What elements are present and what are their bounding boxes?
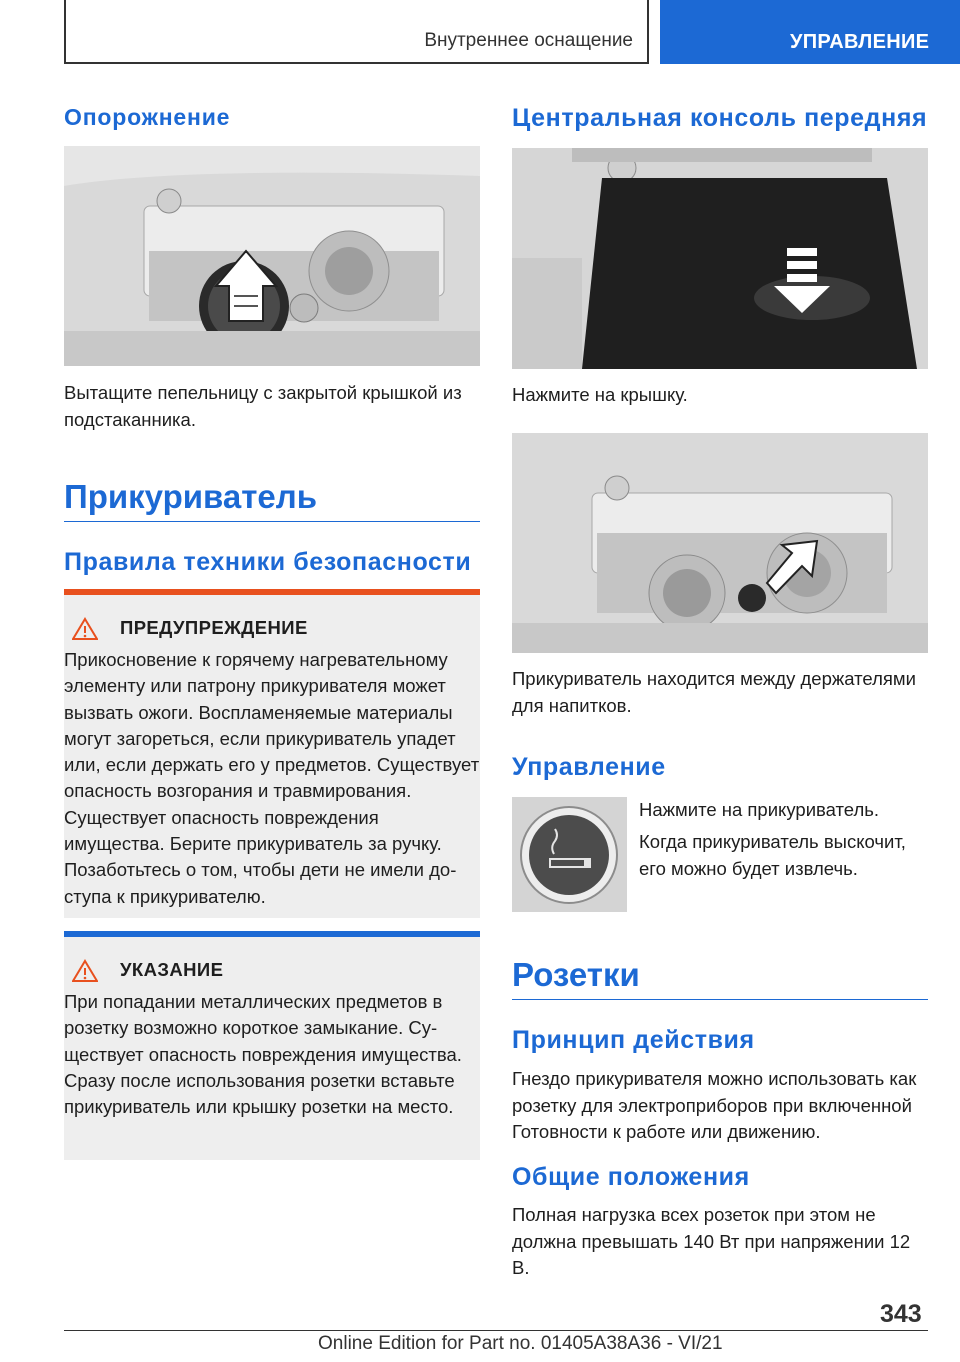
header-chapter-tab[interactable] (660, 0, 960, 64)
warning-text: Прикосновение к горячему нагревательному элементу или патрону прикуривателя может вызвать ожоги. Воспламеняемые материалы могут загореться, если прикуриватель упадет или, если держать его у предметов. Существует опасность возгорания и травмирования. Существует опасность повреждения имущества. Берите прикуриватель за ручку. Позаботьтесь о том, чтобы дети не имели доступа к прикуривателю. (64, 649, 480, 907)
emptying-heading: Опорожнение (64, 104, 231, 130)
notice-triangle-icon (72, 959, 98, 988)
warning-box (64, 589, 480, 918)
lighter-heading: Прикуриватель (64, 478, 318, 515)
ashtray-illustration (64, 146, 480, 366)
emptying-text: Вытащите пепельницу с закрытой крышкой из подстаканника. (64, 382, 462, 430)
sockets-heading: Розетки (512, 956, 640, 993)
lighter-location-photo (512, 433, 928, 653)
general-text: Полная нагрузка всех розеток при этом не должна превышать 140 Вт при напряжении 12 В. (512, 1204, 911, 1278)
principle-text: Гнездо прикуривателя можно использовать как розетку для электроприборов при включенной Готовности к работе или движению. (512, 1068, 917, 1142)
ashtray-photo (64, 146, 480, 366)
lighter-button-illustration (512, 797, 627, 912)
page-number: 343 (880, 1300, 922, 1328)
general-heading: Общие положения (512, 1163, 750, 1191)
footer-edition: Online Edition for Part no. 01405A38A36 - VI/21 (318, 1333, 723, 1354)
header-section-title: Внутреннее оснащение (424, 30, 633, 51)
warning-bar (64, 589, 480, 595)
location-text: Прикуриватель находится между держателями для напитков. (512, 668, 916, 716)
header-section-box (64, 0, 649, 64)
principle-heading: Принцип действия (512, 1026, 755, 1054)
console-heading: Центральная консоль передняя (512, 104, 928, 132)
lighter-heading-rule (64, 521, 480, 522)
notice-bar (64, 931, 480, 937)
safety-heading: Правила техники безопасности (64, 548, 472, 576)
notice-text: При попадании металлических предметов в розетку возможно короткое замыкание. Существует опасность повреждения имущества. Сразу после использования розетки вставьте прикуриватель или крышку розетки на место. (64, 991, 462, 1118)
header-chapter-title: УПРАВЛЕНИЕ (790, 31, 930, 53)
lighter-location-illustration (512, 433, 928, 653)
warning-title: ПРЕДУПРЕЖДЕНИЕ (120, 617, 308, 638)
console-illustration (512, 148, 928, 369)
notice-title: УКАЗАНИЕ (120, 959, 224, 980)
console-text: Нажмите на крышку. (512, 384, 688, 405)
operation-text-2: Когда прикуриватель выскочит, его можно будет извлечь. (639, 831, 906, 879)
footer-rule (64, 1330, 928, 1331)
notice-box (64, 931, 480, 1160)
console-photo (512, 148, 928, 369)
operation-heading: Управление (512, 753, 666, 781)
operation-text-1: Нажмите на прикуриватель. (639, 799, 880, 820)
lighter-button-photo (512, 797, 627, 912)
sockets-heading-rule (512, 999, 928, 1000)
warning-triangle-icon (72, 617, 98, 646)
